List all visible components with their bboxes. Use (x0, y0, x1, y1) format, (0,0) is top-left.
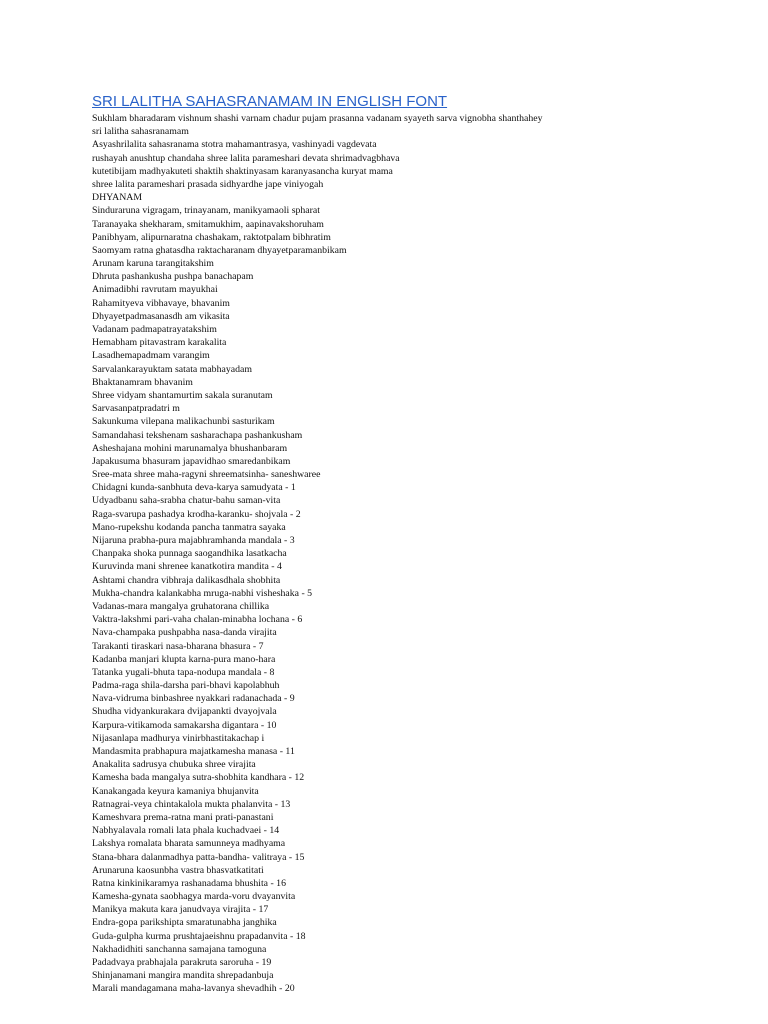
document-line: Sree-mata shree maha-ragyni shreematsinha- saneshwaree (92, 469, 321, 481)
document-title-link[interactable]: SRI LALITHA SAHASRANAMAM IN ENGLISH FONT (92, 93, 448, 110)
document-line: Udyadbanu saha-srabha chatur-bahu saman-vita (92, 495, 281, 507)
document-line: Taranayaka shekharam, smitamukhim, aapinavakshoruham (92, 218, 324, 230)
document-line: Chanpaka shoka punnaga saogandhika lasatkacha (92, 548, 287, 560)
document-line: Panibhyam, alipurnaratna chashakam, raktotpalam bibhratim (92, 231, 331, 243)
document-line: Bhaktanamram bhavanim (92, 376, 193, 388)
document-line: Nijaruna prabha-pura majabhramhanda mandala - 3 (92, 535, 295, 546)
document-line: sri lalitha sahasranamam (92, 126, 189, 138)
document-line: Nijasanlapa madhurya vinirbhastitakachap i (92, 732, 265, 744)
document-line: Nava-champaka pushpabha nasa-danda virajita (92, 627, 277, 639)
document-line: Shree vidyam shantamurtim sakala suranutam (92, 389, 273, 401)
document-line: Tarakanti tiraskari nasa-bharana bhasura - 7 (92, 640, 264, 652)
document-line: Tatanka yugali-bhuta tapa-nodupa mandala - 8 (92, 666, 275, 678)
document-body (92, 112, 752, 996)
document-line: Vadanam padmapatrayatakshim (92, 324, 217, 335)
document-line: Padadvaya prabhajala parakruta saroruha - 19 (92, 957, 272, 968)
document-line: Shinjanamani mangira mandita shrepadanbuja (92, 970, 274, 982)
document-line: Lakshya romalata bharata samunneya madhyama (92, 838, 286, 850)
document-line: Kamesha-gynata saobhagya marda-voru dvayanvita (92, 891, 296, 903)
document-line: Manikya makuta kara janudvaya virajita - 17 (92, 904, 269, 916)
document-line: Arunam karuna tarangitakshim (92, 258, 214, 270)
document-line: Sarvalankarayuktam satata mabhayadam (92, 363, 252, 375)
document-line: Rahamityeva vibhavaye, bhavanim (92, 297, 230, 309)
document-line: Asyashrilalita sahasranama stotra mahamantrasya, vashinyadi vagdevata (92, 139, 377, 151)
document-line: Mano-rupekshu kodanda pancha tanmatra sayaka (92, 521, 286, 533)
document-line: Ratnagrai-veya chintakalola mukta phalanvita - 13 (92, 798, 291, 810)
document-line: Lasadhemapadmam varangim (92, 350, 210, 362)
document-line: Ratna kinkinikaramya rashanadama bhushita - 16 (92, 877, 286, 889)
document-line: Nabhyalavala romali lata phala kuchadvaei - 14 (92, 825, 280, 837)
document-line: Kanakangada keyura kamaniya bhujanvita (92, 785, 259, 797)
document-line: Saomyam ratna ghatasdha raktacharanam dhyayetparamanbikam (92, 244, 347, 256)
document-line: Sarvasanpatpradatri m (92, 403, 180, 415)
document-line: Padma-raga shila-darsha pari-bhavi kapolabhuh (92, 680, 280, 692)
document-line: Samandahasi tekshenam sasharachapa pashankusham (92, 429, 303, 441)
document-line: Raga-svarupa pashadya krodha-karanku- shojvala - 2 (92, 508, 301, 520)
document-line: Sakunkuma vilepana malikachunbi sasturikam (92, 416, 275, 428)
document-line: shree lalita parameshari prasada sidhyardhe jape viniyogah (92, 178, 324, 190)
document-line: DHYANAM (92, 192, 143, 204)
document-line: Endra-gopa parikshipta smaratunabha janghika (92, 917, 277, 929)
document-line: Nakhadidhiti sanchanna samajana tamoguna (92, 943, 267, 955)
document-line: Vadanas-mara mangalya gruhatorana chillika (92, 600, 270, 612)
document-line: Stana-bhara dalanmadhya patta-bandha- valitraya - 15 (92, 851, 305, 863)
document-line: Dhyayetpadmasanasdh am vikasita (92, 310, 230, 322)
document-line: Asheshajana mohini marunamalya bhushanbaram (92, 442, 288, 454)
document-line: Guda-gulpha kurma prushtajaeishnu prapadanvita - 18 (92, 930, 306, 942)
document-line: rushayah anushtup chandaha shree lalita parameshari devata shrimadvagbhava (92, 152, 400, 164)
document-line: Shudha vidyankurakara dvijapankti dvayojvala (92, 706, 277, 718)
document-line: Arunaruna kaosunbha vastra bhasvatkatitati (92, 864, 264, 876)
document-line: kutetibijam madhyakuteti shaktih shaktinyasam karanyasancha kuryat mama (92, 165, 393, 177)
document-line: Animadibhi ravrutam mayukhai (92, 284, 218, 296)
document-line: Mandasmita prabhapura majatkamesha manasa - 11 (92, 746, 295, 757)
document-line: Nava-vidruma binbashree nyakkari radanachada - 9 (92, 693, 295, 705)
document-line: Sukhlam bharadaram vishnum shashi varnam chadur pujam prasanna vadanam syayeth sarva vignobha shanthahey (92, 113, 543, 124)
document-line: Hemabham pitavastram karakalita (92, 337, 227, 349)
document-line: Ashtami chandra vibhraja dalikasdhala shobhita (92, 574, 281, 586)
document-line: Vaktra-lakshmi pari-vaha chalan-minabha lochana - 6 (92, 614, 303, 626)
document-line: Sinduraruna vigragam, trinayanam, manikyamaoli spharat (92, 205, 320, 217)
document-line: Kameshvara prema-ratna mani prati-panastani (92, 811, 274, 823)
document-line: Dhruta pashankusha pushpa banachapam (92, 271, 254, 283)
document-line: Karpura-vitikamoda samakarsha digantara - 10 (92, 719, 277, 731)
document-line: Japakusuma bhasuram japavidhao smaredanbikam (92, 455, 291, 467)
document-line: Mukha-chandra kalankabha mruga-nabhi visheshaka - 5 (92, 587, 313, 599)
document-line: Anakalita sadrusya chubuka shree virajita (92, 759, 256, 771)
document-line: Marali mandagamana maha-lavanya shevadhih - 20 (92, 983, 295, 995)
document-line: Kamesha bada mangalya sutra-shobhita kandhara - 12 (92, 772, 305, 784)
document-line: Kuruvinda mani shrenee kanatkotira mandita - 4 (92, 561, 282, 573)
document-line: Chidagni kunda-sanbhuta deva-karya samudyata - 1 (92, 482, 296, 494)
document-line: Kadanba manjari klupta karna-pura mano-hara (92, 653, 276, 665)
